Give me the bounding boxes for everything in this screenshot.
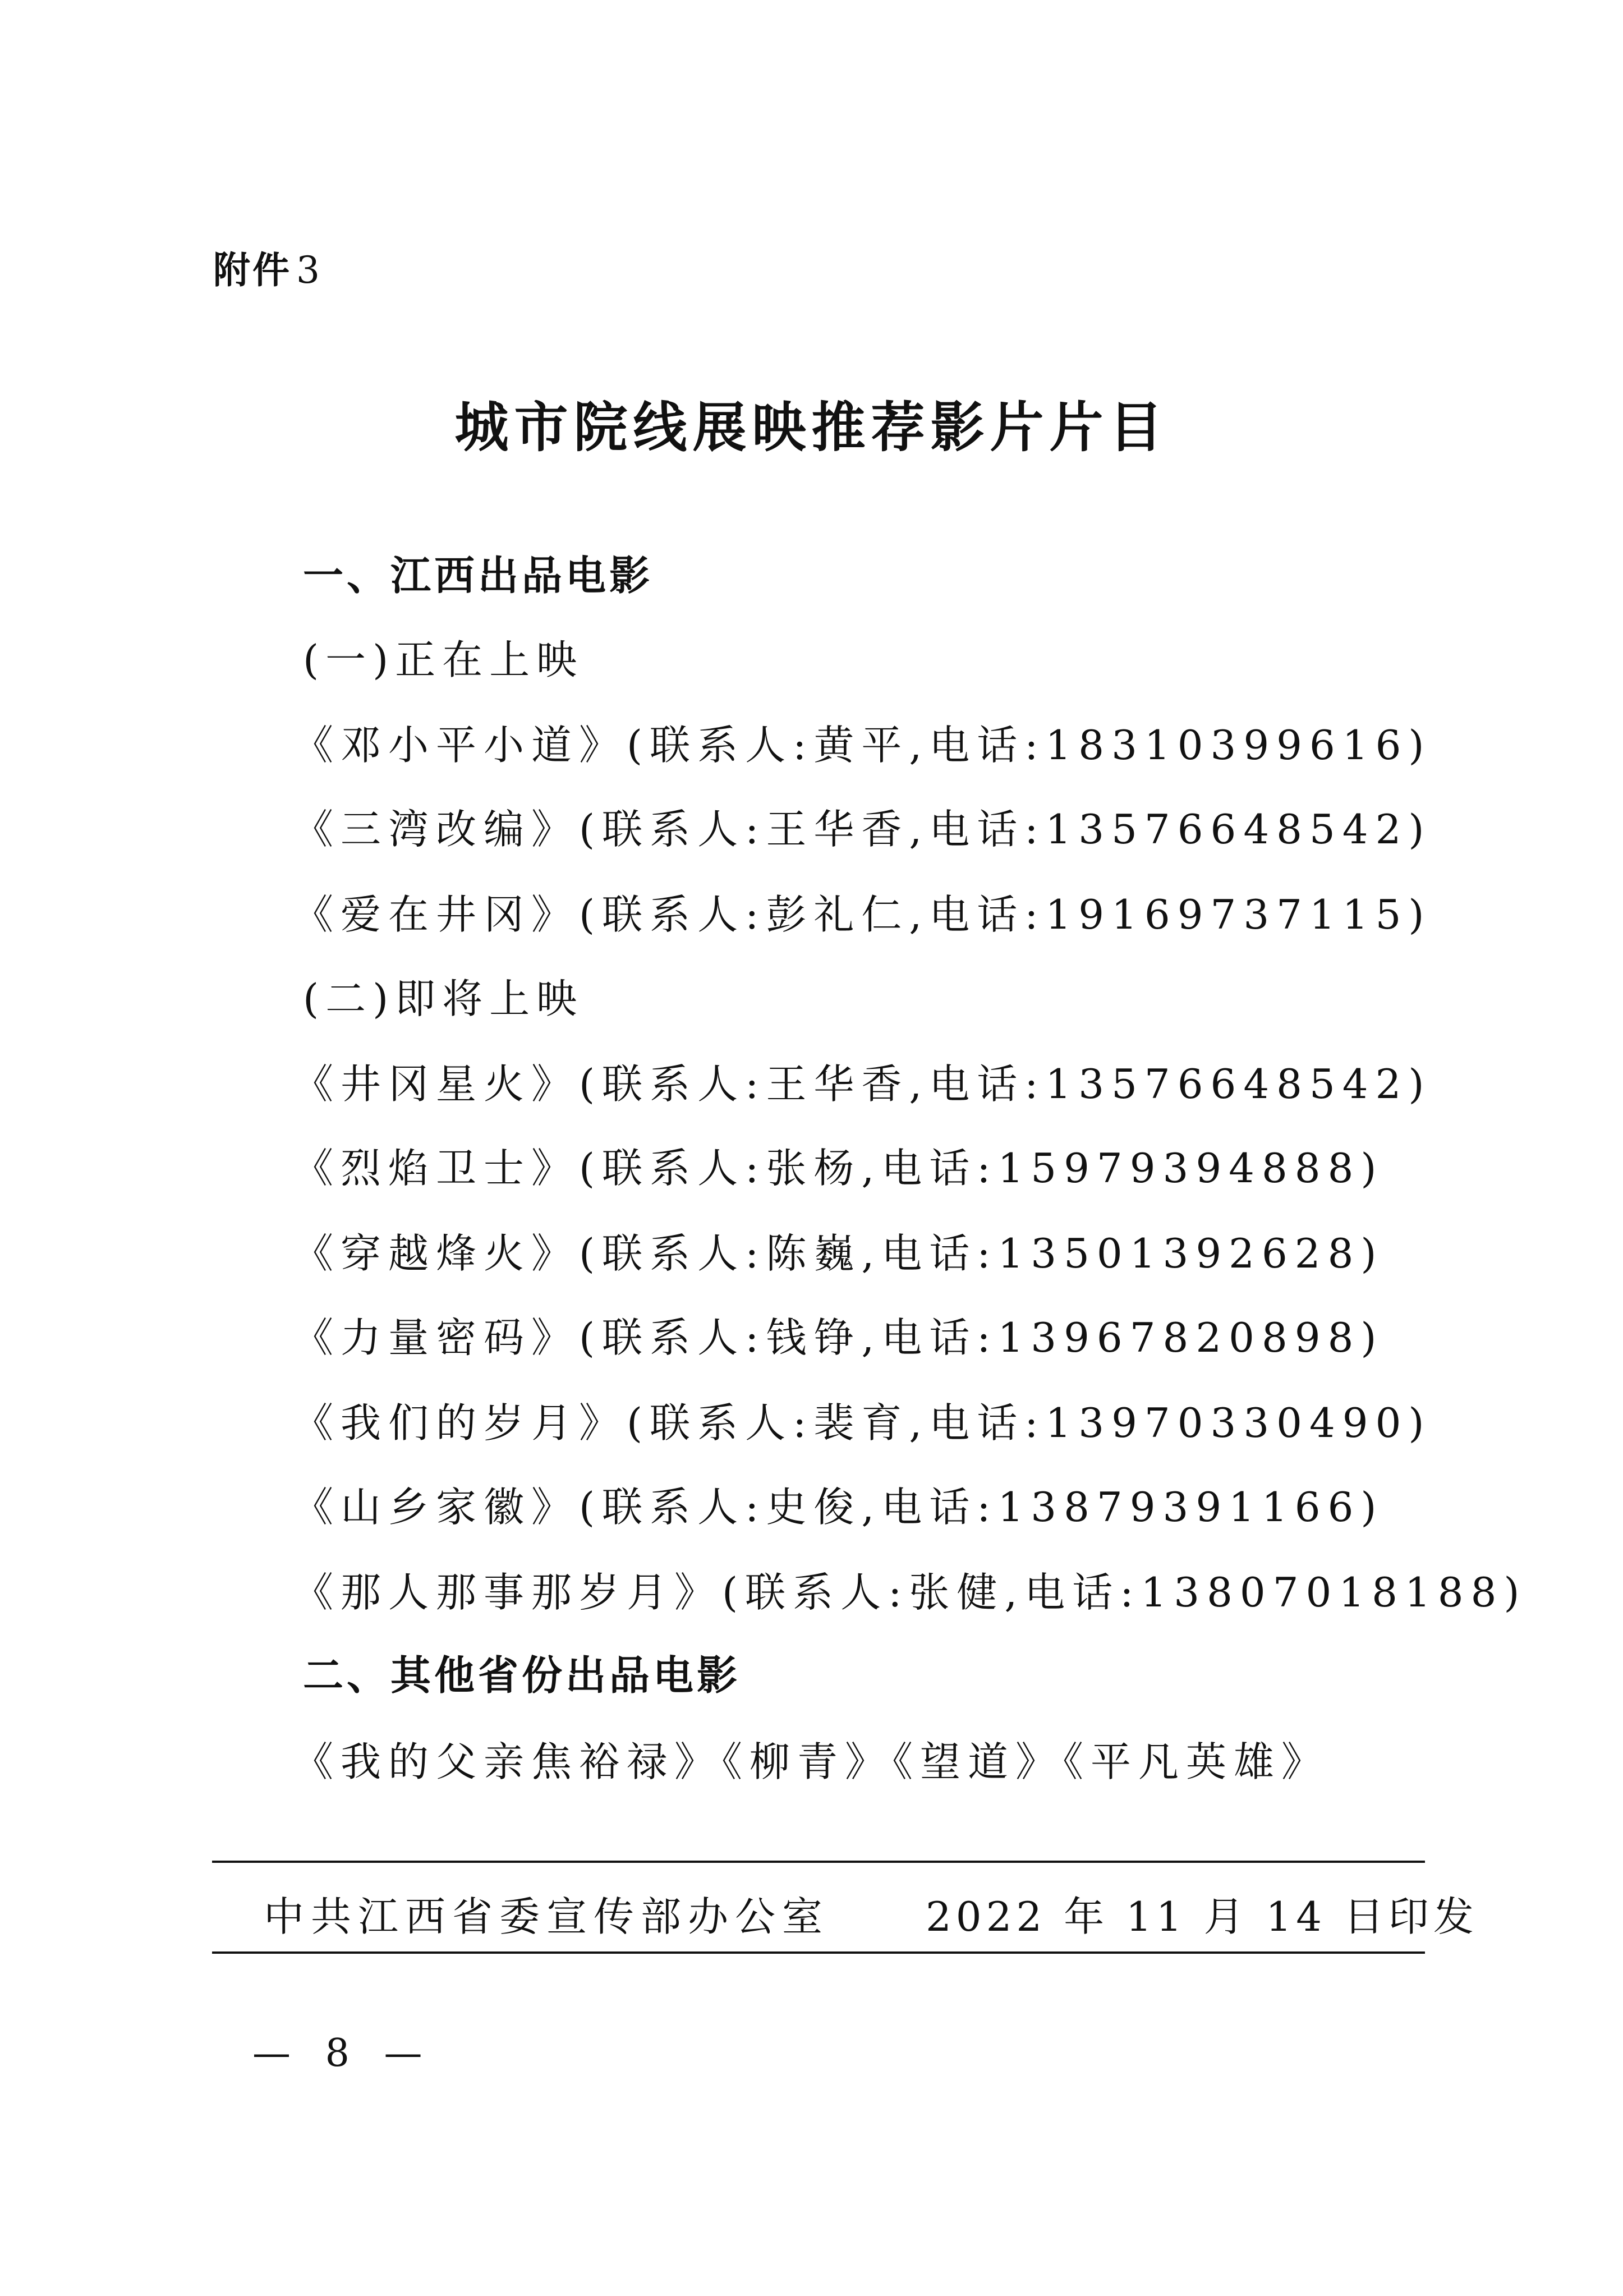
list-item: 《爱在井冈》(联系人:彭礼仁,电话:19169737115) — [293, 891, 1432, 938]
attachment-number: 3 — [296, 249, 322, 292]
section2-heading: 二、其他省份出品电影 — [303, 1652, 741, 1699]
page-number: — 8 — — [252, 2031, 434, 2075]
list-item: 《那人那事那岁月》(联系人:张健,电话:13807018188) — [293, 1569, 1527, 1616]
list-item: 《烈焰卫士》(联系人:张杨,电话:15979394888) — [293, 1145, 1384, 1192]
attachment-label — [213, 240, 322, 293]
list-item: 《三湾改编》(联系人:王华香,电话:13576648542) — [293, 806, 1432, 853]
footer-date: 2022 年 11 月 14 日印发 — [926, 1893, 1478, 1940]
footer-top-rule — [212, 1861, 1425, 1863]
list-item: 《力量密码》(联系人:钱铮,电话:13967820898) — [293, 1314, 1384, 1361]
list-item: 《我们的岁月》(联系人:裴育,电话:13970330490) — [293, 1399, 1432, 1447]
upcoming-heading: (二)即将上映 — [303, 975, 584, 1022]
list-item: 《山乡家徽》(联系人:史俊,电话:13879391166) — [293, 1484, 1384, 1531]
list-item: 《井冈星火》(联系人:王华香,电话:13576648542) — [293, 1060, 1432, 1108]
document-title: 城市院线展映推荐影片片目 — [454, 396, 1169, 459]
attachment-text: 附件 — [213, 249, 292, 292]
section2-film-list: 《我的父亲焦裕禄》《柳青》《望道》《平凡英雄》 — [293, 1738, 1330, 1785]
footer-bottom-rule — [212, 1951, 1425, 1954]
section1-heading: 一、江西出品电影 — [303, 552, 654, 599]
list-item: 《穿越烽火》(联系人:陈巍,电话:13501392628) — [293, 1230, 1384, 1277]
footer-issuer: 中共江西省委宣传部办公室 — [264, 1893, 830, 1940]
list-item: 《邓小平小道》(联系人:黄平,电话:18310399616) — [293, 722, 1432, 769]
showing-heading: (一)正在上映 — [303, 636, 584, 683]
